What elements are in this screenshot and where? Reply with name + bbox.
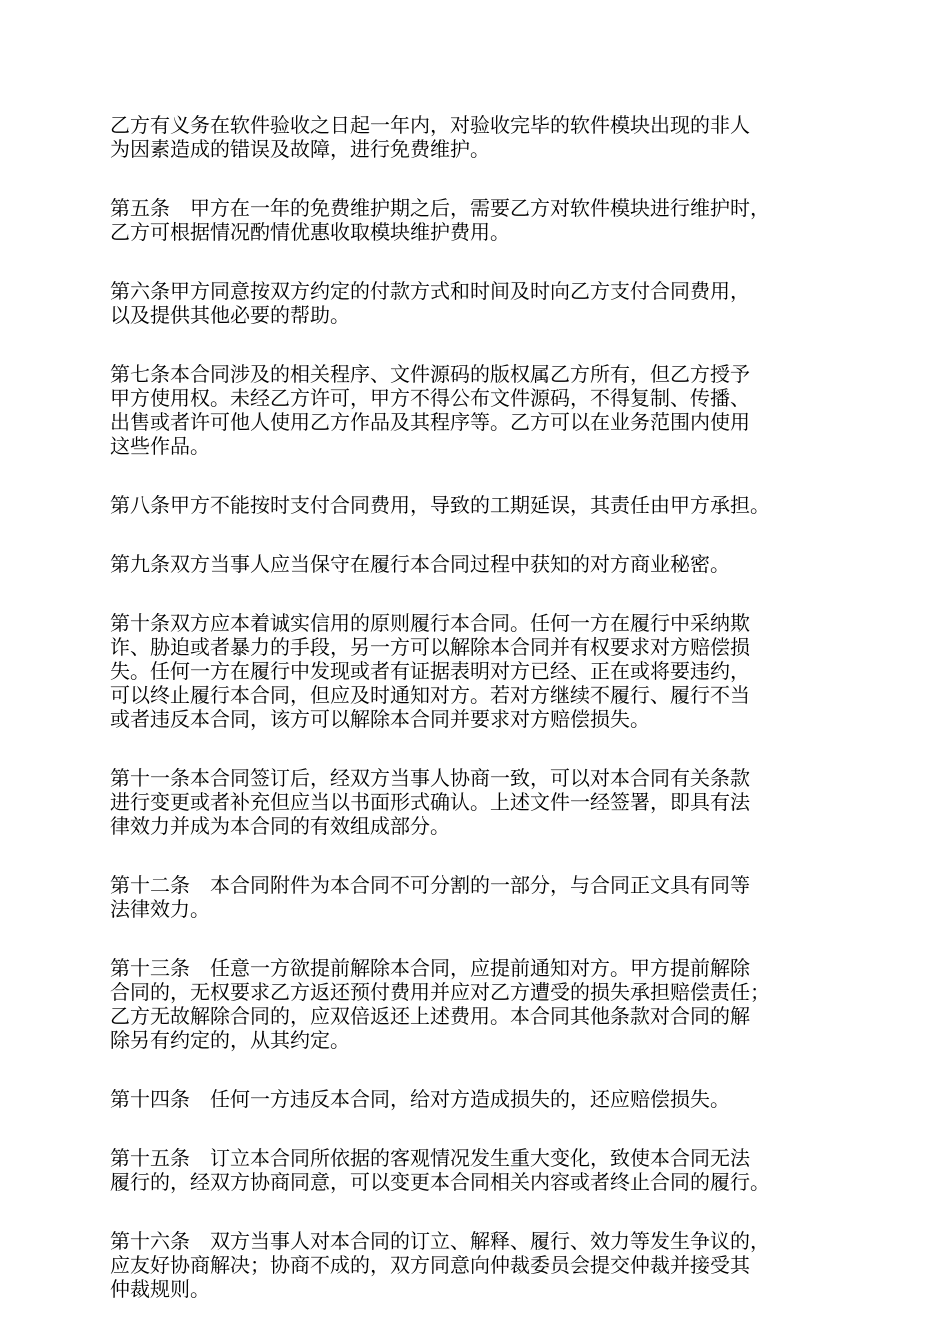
paragraph-line: 这些作品。 — [110, 434, 210, 458]
paragraph-clause-12 — [110, 873, 845, 921]
paragraph-clause-15 — [110, 1146, 845, 1194]
paragraph-line: 第九条双方当事人应当保守在履行本合同过程中获知的对方商业秘密。 — [110, 552, 730, 576]
paragraph-line: 除另有约定的，从其约定。 — [110, 1028, 350, 1052]
paragraph-clause-11 — [110, 766, 845, 838]
paragraph-line: 履行的，经双方协商同意，可以变更本合同相关内容或者终止合同的履行。 — [110, 1170, 770, 1194]
paragraph-clause-14 — [110, 1087, 845, 1111]
contract-body — [110, 113, 845, 1336]
paragraph-line: 第十三条 任意一方欲提前解除本合同，应提前通知对方。甲方提前解除 — [110, 956, 750, 980]
paragraph-clause-16 — [110, 1229, 845, 1301]
paragraph-line: 或者违反本合同，该方可以解除本合同并要求对方赔偿损失。 — [110, 707, 650, 731]
paragraph-clause-10 — [110, 611, 845, 731]
paragraph-line: 第十五条 订立本合同所依据的客观情况发生重大变化，致使本合同无法 — [110, 1146, 750, 1170]
paragraph-line: 为因素造成的错误及故障，进行免费维护。 — [110, 137, 490, 161]
paragraph-line: 第六条甲方同意按双方约定的付款方式和时间及时向乙方支付合同费用， — [110, 279, 750, 303]
paragraph-clause-7 — [110, 362, 845, 458]
paragraph-line: 第五条 甲方在一年的免费维护期之后，需要乙方对软件模块进行维护时， — [110, 196, 770, 220]
paragraph-line: 甲方使用权。未经乙方许可，甲方不得公布文件源码，不得复制、传播、 — [110, 386, 750, 410]
paragraph-line: 诈、胁迫或者暴力的手段，另一方可以解除本合同并有权要求对方赔偿损 — [110, 635, 750, 659]
paragraph-line: 仲裁规则。 — [110, 1277, 210, 1301]
paragraph-line: 乙方有义务在软件验收之日起一年内，对验收完毕的软件模块出现的非人 — [110, 113, 750, 137]
paragraph-line: 出售或者许可他人使用乙方作品及其程序等。乙方可以在业务范围内使用 — [110, 410, 750, 434]
paragraph-line: 可以终止履行本合同，但应及时通知对方。若对方继续不履行、履行不当 — [110, 683, 750, 707]
paragraph-line: 第八条甲方不能按时支付合同费用，导致的工期延误，其责任由甲方承担。 — [110, 493, 770, 517]
paragraph-clause-13 — [110, 956, 845, 1052]
paragraph-line: 第十一条本合同签订后，经双方当事人协商一致，可以对本合同有关条款 — [110, 766, 750, 790]
paragraph-line: 乙方可根据情况酌情优惠收取模块维护费用。 — [110, 220, 510, 244]
paragraph-clause-5 — [110, 196, 845, 244]
paragraph-line: 第十二条 本合同附件为本合同不可分割的一部分，与合同正文具有同等 — [110, 873, 750, 897]
paragraph-clause-8 — [110, 493, 845, 517]
paragraph-line: 第十条双方应本着诚实信用的原则履行本合同。任何一方在履行中采纳欺 — [110, 611, 750, 635]
paragraph-line: 合同的，无权要求乙方返还预付费用并应对乙方遭受的损失承担赔偿责任； — [110, 980, 770, 1004]
paragraph-line: 律效力并成为本合同的有效组成部分。 — [110, 814, 450, 838]
paragraph-line: 法律效力。 — [110, 897, 210, 921]
paragraph-clause-4-tail — [110, 113, 845, 161]
paragraph-line: 第十四条 任何一方违反本合同，给对方造成损失的，还应赔偿损失。 — [110, 1087, 730, 1111]
paragraph-line: 第十六条 双方当事人对本合同的订立、解释、履行、效力等发生争议的， — [110, 1229, 770, 1253]
paragraph-line: 乙方无故解除合同的，应双倍返还上述费用。本合同其他条款对合同的解 — [110, 1004, 750, 1028]
paragraph-line: 失。任何一方在履行中发现或者有证据表明对方已经、正在或将要违约， — [110, 659, 750, 683]
paragraph-clause-6 — [110, 279, 845, 327]
paragraph-line: 以及提供其他必要的帮助。 — [110, 303, 350, 327]
paragraph-clause-9 — [110, 552, 845, 576]
paragraph-line: 第七条本合同涉及的相关程序、文件源码的版权属乙方所有，但乙方授予 — [110, 362, 750, 386]
paragraph-line: 应友好协商解决；协商不成的，双方同意向仲裁委员会提交仲裁并接受其 — [110, 1253, 750, 1277]
paragraph-line: 进行变更或者补充但应当以书面形式确认。上述文件一经签署，即具有法 — [110, 790, 750, 814]
